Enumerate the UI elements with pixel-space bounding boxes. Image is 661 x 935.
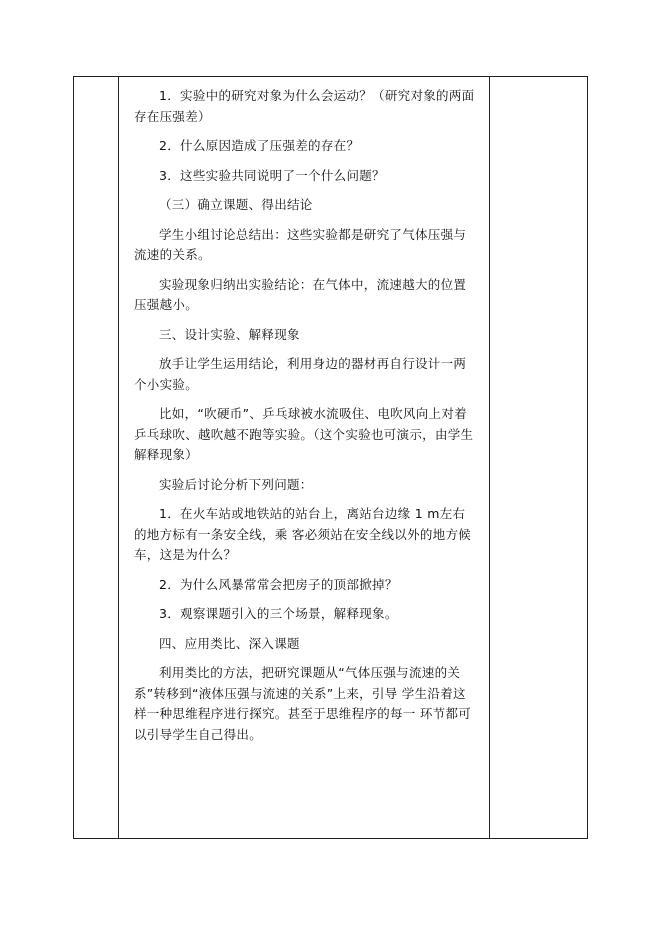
paragraph: 学生小组讨论总结出：这些实验都是研究了气体压强与流速的关系。 [134, 226, 467, 262]
section-heading: （三）确立课题、得出结论 [159, 197, 313, 212]
paragraph: 3．观察课题引入的三个场景，解释现象。 [159, 606, 398, 621]
section-heading: 四、应用类比、深入课题 [159, 635, 300, 651]
content-cell [119, 77, 490, 839]
paragraph: 1．在火车站或地铁站的站台上，离站台边缘 1 m左右的地方标有一条安全线，乘 客必须站在安全线以外的地方候车，这是为什么？ [134, 506, 472, 562]
table-row [74, 77, 588, 839]
paragraph: 3．这些实验共同说明了一个什么问题？ [159, 167, 385, 183]
paragraph: 2．什么原因造成了压强差的存在？ [159, 138, 360, 153]
content-body [119, 77, 489, 745]
left-column-cell [74, 77, 119, 839]
paragraph: 利用类比的方法，把研究课题从“气体压强与流速的关系”转移到“液体压强与流速的关系”上来，引导 学生沿着这样一种思维程序进行探究。甚至于思维程序的每一 环节都可以引导学生自己得出。 [134, 665, 472, 742]
paragraph: 放手让学生运用结论，利用身边的器材再自行设计一两个小实验。 [134, 356, 467, 392]
paragraph: 实验现象归纳出实验结论：在气体中，流速越大的位置压强越小。 [134, 276, 467, 312]
paragraph: 2．为什么风暴常常会把房子的顶部掀掉？ [159, 576, 398, 592]
section-heading: 三、设计实验、解释现象 [159, 326, 300, 342]
right-column-cell [490, 77, 588, 839]
lesson-table [73, 76, 588, 839]
paragraph: 比如，“吹硬币”、乒乓球被水流吸住、电吹风向上对着乒乓球吹、越吹越不跑等实验。（这个实验也可演示，由学生解释现象） [134, 406, 474, 462]
paragraph: 1．实验中的研究对象为什么会运动？（研究对象的两面存在压强差） [134, 88, 475, 124]
paragraph: 实验后讨论分析下列问题： [159, 476, 313, 492]
